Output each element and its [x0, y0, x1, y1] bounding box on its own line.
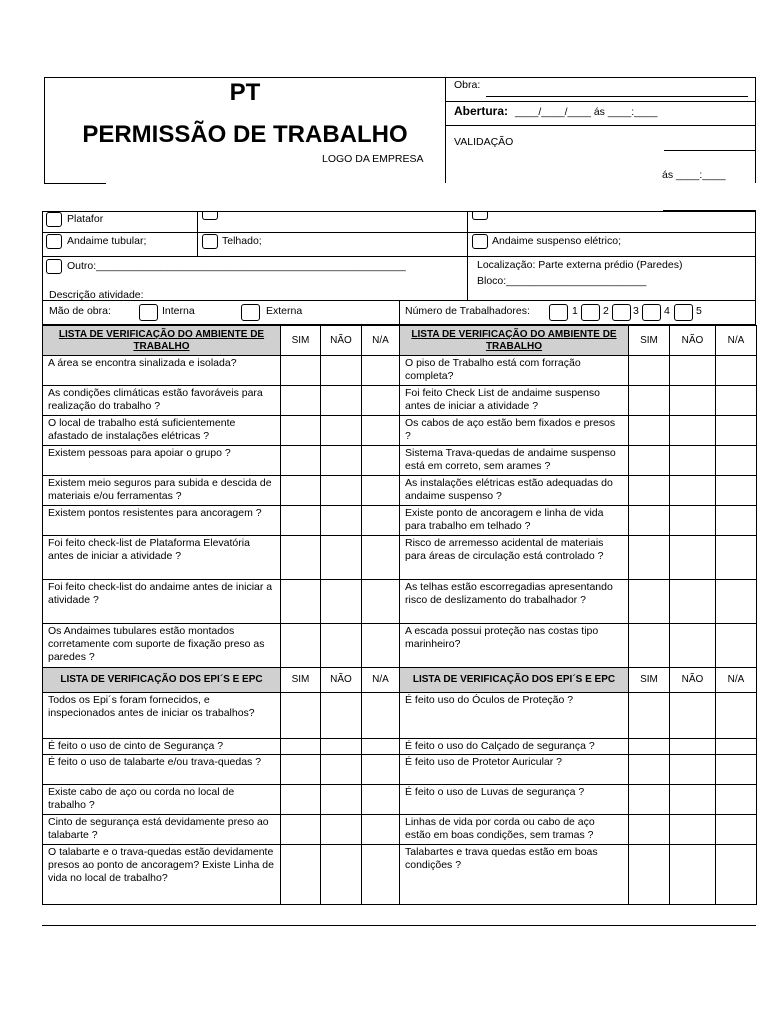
- abertura-label: Abertura:: [454, 104, 509, 118]
- work-row-line-1: [42, 232, 756, 233]
- andaime-tubular-checkbox[interactable]: [46, 234, 62, 249]
- answer-cell-sim[interactable]: [629, 624, 670, 668]
- page-title: PERMISSÃO DE TRABALHO: [82, 121, 408, 148]
- answer-cell-nao[interactable]: [670, 580, 716, 624]
- table-row: [43, 755, 757, 785]
- answer-cell-na[interactable]: [716, 845, 757, 905]
- answer-cell-sim[interactable]: [629, 755, 670, 785]
- checklist-question: A área se encontra sinalizada e isolada?: [43, 356, 281, 386]
- checklist-question: Linhas de vida por corda ou cabo de aço estão em boas condições, sem tramas ?: [400, 815, 629, 845]
- section2-col-header: NÃO: [670, 668, 716, 693]
- count-checkbox-3[interactable]: [612, 304, 631, 321]
- checklist-question: As condições climáticas estão favoráveis para realização do trabalho ?: [43, 386, 281, 416]
- checklist-question: O piso de Trabalho está com forração completa?: [400, 356, 629, 386]
- section2-col-header: NÃO: [321, 668, 362, 693]
- answer-cell-na[interactable]: [716, 815, 757, 845]
- obra-label: Obra:: [454, 79, 481, 91]
- answer-cell-sim[interactable]: [281, 580, 321, 624]
- section1-col-header: NÃO: [670, 326, 716, 356]
- section1-title-right: LISTA DE VERIFICAÇÃO DO AMBIENTE DE TRABALHO: [400, 326, 629, 356]
- checklist-question: É feito uso do Óculos de Proteção ?: [400, 693, 629, 739]
- bloco-field[interactable]: Bloco:________________________: [477, 275, 647, 287]
- validacao-date-field[interactable]: [664, 150, 756, 151]
- work-row-line-2: [42, 256, 756, 257]
- answer-cell-sim[interactable]: [629, 845, 670, 905]
- obra-divider: [446, 101, 756, 102]
- answer-cell-na[interactable]: [716, 356, 757, 386]
- answer-cell-sim[interactable]: [629, 739, 670, 755]
- answer-cell-sim[interactable]: [281, 446, 321, 476]
- answer-cell-sim[interactable]: [629, 386, 670, 416]
- checklist-question: É feito o uso de talabarte e/ou trava-quedas ?: [43, 755, 281, 785]
- table-row: [43, 693, 757, 739]
- outro-checkbox[interactable]: [46, 259, 62, 274]
- answer-cell-nao[interactable]: [670, 785, 716, 815]
- checklist-question: Existem pessoas para apoiar o grupo ?: [43, 446, 281, 476]
- answer-cell-nao[interactable]: [321, 506, 362, 536]
- table-row: [43, 416, 757, 446]
- answer-cell-na[interactable]: [716, 580, 757, 624]
- table-row: [43, 386, 757, 416]
- checklist-question: Existe ponto de ancoragem e linha de vida para trabalho em telhado ?: [400, 506, 629, 536]
- checklist-question: Existem pontos resistentes para ancoragem ?: [43, 506, 281, 536]
- answer-cell-nao[interactable]: [670, 693, 716, 739]
- answer-cell-na[interactable]: [716, 536, 757, 580]
- answer-cell-sim[interactable]: [281, 536, 321, 580]
- work-col-line-2: [467, 211, 468, 301]
- table-row: [43, 536, 757, 580]
- interna-label: Interna: [162, 305, 195, 317]
- answer-cell-sim[interactable]: [629, 446, 670, 476]
- answer-cell-nao[interactable]: [321, 624, 362, 668]
- answer-cell-sim[interactable]: [629, 536, 670, 580]
- count-checkbox-2[interactable]: [581, 304, 600, 321]
- checklist-question: É feito o uso de cinto de Segurança ?: [43, 739, 281, 755]
- work-col-line-1: [197, 211, 198, 256]
- answer-cell-sim[interactable]: [629, 580, 670, 624]
- answer-cell-na[interactable]: [362, 624, 400, 668]
- localizacao-label: Localização: Parte externa prédio (Paredes): [477, 259, 683, 271]
- checklist-question: Risco de arremesso acidental de materiais para áreas de circulação está controlado ?: [400, 536, 629, 580]
- count-checkbox-4[interactable]: [642, 304, 661, 321]
- answer-cell-nao[interactable]: [670, 755, 716, 785]
- section2-header-row: [43, 668, 757, 693]
- andaime-suspenso-label: Andaime suspenso elétrico;: [492, 235, 621, 247]
- checklist-question: Os Andaimes tubulares estão montados corretamente com suporte de fixação preso as paredes ?: [43, 624, 281, 668]
- abertura-divider: [446, 125, 756, 126]
- answer-cell-na[interactable]: [716, 416, 757, 446]
- validacao-time-field[interactable]: ás ____:____: [662, 169, 726, 181]
- answer-cell-sim[interactable]: [629, 416, 670, 446]
- section2-title-left: LISTA DE VERIFICAÇÃO DOS EPI´S E EPC: [43, 668, 281, 693]
- section1-title-left: LISTA DE VERIFICAÇÃO DO AMBIENTE DE TRABALHO: [43, 326, 281, 356]
- answer-cell-na[interactable]: [716, 476, 757, 506]
- count-checkbox-1[interactable]: [549, 304, 568, 321]
- answer-cell-nao[interactable]: [670, 446, 716, 476]
- answer-cell-sim[interactable]: [281, 815, 321, 845]
- telhado-checkbox[interactable]: [202, 234, 218, 249]
- answer-cell-na[interactable]: [362, 416, 400, 446]
- checklist-question: Foi feito Check List de andaime suspenso antes de iniciar a atividade ?: [400, 386, 629, 416]
- andaime-tubular-label: Andaime tubular;: [67, 235, 147, 247]
- answer-cell-nao[interactable]: [670, 624, 716, 668]
- abertura-field[interactable]: ____/____/____ ás ____:____: [515, 106, 658, 118]
- section1-col-header: NÃO: [321, 326, 362, 356]
- checklist-question: Todos os Epi´s foram fornecidos, e inspecionados antes de iniciar os trabalhos?: [43, 693, 281, 739]
- answer-cell-na[interactable]: [362, 476, 400, 506]
- checklist-question: É feito uso de Protetor Auricular ?: [400, 755, 629, 785]
- telhado-label: Telhado;: [222, 235, 262, 247]
- checklist-question: Existe cabo de aço ou corda no local de trabalho ?: [43, 785, 281, 815]
- numero-trabalhadores-label: Número de Trabalhadores:: [405, 305, 530, 317]
- table-row: [43, 446, 757, 476]
- footer-line: [42, 925, 756, 926]
- externa-label: Externa: [266, 305, 303, 317]
- answer-cell-na[interactable]: [362, 755, 400, 785]
- answer-cell-sim[interactable]: [281, 386, 321, 416]
- answer-cell-nao[interactable]: [670, 506, 716, 536]
- answer-cell-na[interactable]: [362, 785, 400, 815]
- answer-cell-nao[interactable]: [321, 755, 362, 785]
- validacao-label: VALIDAÇÃO: [454, 136, 514, 148]
- checklist-question: As telhas estão escorregadias apresentando risco de deslizamento do trabalhador ?: [400, 580, 629, 624]
- answer-cell-nao[interactable]: [321, 845, 362, 905]
- section2-col-header: SIM: [281, 668, 321, 693]
- section1-col-header: N/A: [716, 326, 757, 356]
- header-left-underline: [44, 183, 106, 184]
- answer-cell-nao[interactable]: [321, 536, 362, 580]
- table-row: [43, 476, 757, 506]
- answer-cell-na[interactable]: [716, 693, 757, 739]
- checklist-question: Sistema Trava-quedas de andaime suspenso está em correto, sem arames ?: [400, 446, 629, 476]
- answer-cell-nao[interactable]: [670, 416, 716, 446]
- andaime-suspenso-checkbox[interactable]: [472, 234, 488, 249]
- answer-cell-nao[interactable]: [321, 476, 362, 506]
- header-info-box: [446, 77, 756, 183]
- answer-cell-nao[interactable]: [321, 416, 362, 446]
- plataforma-label: Platafor: [67, 213, 104, 225]
- count-label-5: 5: [696, 305, 702, 317]
- descricao-label: Descrição atividade:: [49, 289, 144, 301]
- answer-cell-sim[interactable]: [629, 693, 670, 739]
- table-row: [43, 580, 757, 624]
- answer-cell-nao[interactable]: [321, 739, 362, 755]
- answer-cell-na[interactable]: [716, 624, 757, 668]
- answer-cell-sim[interactable]: [629, 476, 670, 506]
- count-label-2: 2: [603, 305, 609, 317]
- interna-checkbox[interactable]: [139, 304, 158, 321]
- answer-cell-na[interactable]: [362, 446, 400, 476]
- title-short: PT: [229, 79, 261, 106]
- table-row: [43, 356, 757, 386]
- answer-cell-na[interactable]: [362, 356, 400, 386]
- answer-cell-sim[interactable]: [281, 739, 321, 755]
- answer-cell-sim[interactable]: [281, 755, 321, 785]
- answer-cell-nao[interactable]: [670, 386, 716, 416]
- answer-cell-na[interactable]: [362, 580, 400, 624]
- table-row: [43, 506, 757, 536]
- answer-cell-na[interactable]: [362, 693, 400, 739]
- section1-header-row: [43, 326, 757, 356]
- checklist-question: Talabartes e trava quedas estão em boas condições ?: [400, 845, 629, 905]
- answer-cell-na[interactable]: [716, 446, 757, 476]
- table-row: [43, 624, 757, 668]
- section1-col-header: SIM: [629, 326, 670, 356]
- answer-cell-na[interactable]: [362, 536, 400, 580]
- plataforma-checkbox[interactable]: [46, 212, 62, 227]
- answer-cell-nao[interactable]: [670, 815, 716, 845]
- mao-obra-label: Mão de obra:: [49, 305, 111, 317]
- answer-cell-nao[interactable]: [321, 580, 362, 624]
- checklist-table: [42, 325, 757, 905]
- checklist-question: Foi feito check-list do andaime antes de iniciar a atividade ?: [43, 580, 281, 624]
- answer-cell-sim[interactable]: [281, 416, 321, 446]
- answer-cell-sim[interactable]: [281, 624, 321, 668]
- checklist-question: A escada possui proteção nas costas tipo marinheiro?: [400, 624, 629, 668]
- mao-obra-divider: [399, 301, 400, 325]
- answer-cell-sim[interactable]: [281, 845, 321, 905]
- answer-cell-na[interactable]: [362, 845, 400, 905]
- table-row: [43, 815, 757, 845]
- answer-cell-nao[interactable]: [670, 476, 716, 506]
- answer-cell-na[interactable]: [362, 739, 400, 755]
- answer-cell-nao[interactable]: [321, 446, 362, 476]
- answer-cell-sim[interactable]: [281, 785, 321, 815]
- answer-cell-nao[interactable]: [321, 386, 362, 416]
- answer-cell-sim[interactable]: [281, 506, 321, 536]
- answer-cell-na[interactable]: [362, 506, 400, 536]
- answer-cell-nao[interactable]: [670, 536, 716, 580]
- table-row: [43, 845, 757, 905]
- checklist-question: Existem meio seguros para subida e descida de materiais e/ou ferramentas ?: [43, 476, 281, 506]
- checklist-question: É feito o uso de Luvas de segurança ?: [400, 785, 629, 815]
- section2-col-header: N/A: [362, 668, 400, 693]
- externa-checkbox[interactable]: [241, 304, 260, 321]
- section1-col-header: SIM: [281, 326, 321, 356]
- obra-field[interactable]: [486, 96, 748, 97]
- table-row: [43, 739, 757, 755]
- answer-cell-na[interactable]: [716, 386, 757, 416]
- answer-cell-sim[interactable]: [629, 506, 670, 536]
- answer-cell-nao[interactable]: [670, 845, 716, 905]
- answer-cell-sim[interactable]: [629, 356, 670, 386]
- suspenso-top-checkbox[interactable]: [472, 212, 488, 220]
- logo-label: LOGO DA EMPRESA: [322, 153, 424, 165]
- answer-cell-sim[interactable]: [629, 785, 670, 815]
- checklist-question: As instalações elétricas estão adequadas do andaime suspenso ?: [400, 476, 629, 506]
- section2-title-right: LISTA DE VERIFICAÇÃO DOS EPI´S E EPC: [400, 668, 629, 693]
- checklist-question: O talabarte e o trava-quedas estão devidamente presos ao ponto de ancoragem? Existe Linha de vida no local de trabalho?: [43, 845, 281, 905]
- table-row: [43, 785, 757, 815]
- answer-cell-nao[interactable]: [321, 815, 362, 845]
- count-label-1: 1: [572, 305, 578, 317]
- answer-cell-nao[interactable]: [670, 739, 716, 755]
- answer-cell-sim[interactable]: [281, 693, 321, 739]
- count-label-4: 4: [664, 305, 670, 317]
- answer-cell-nao[interactable]: [670, 356, 716, 386]
- answer-cell-sim[interactable]: [281, 356, 321, 386]
- section1-col-header: N/A: [362, 326, 400, 356]
- outro-field[interactable]: Outro:_____________________________________________________: [67, 260, 406, 272]
- answer-cell-na[interactable]: [716, 506, 757, 536]
- answer-cell-nao[interactable]: [321, 356, 362, 386]
- answer-cell-nao[interactable]: [321, 693, 362, 739]
- answer-cell-nao[interactable]: [321, 785, 362, 815]
- answer-cell-na[interactable]: [362, 386, 400, 416]
- answer-cell-sim[interactable]: [629, 815, 670, 845]
- telhado-top-checkbox[interactable]: [202, 212, 218, 220]
- count-checkbox-5[interactable]: [674, 304, 693, 321]
- answer-cell-na[interactable]: [362, 815, 400, 845]
- checklist-question: Foi feito check-list de Plataforma Elevatória antes de iniciar a atividade ?: [43, 536, 281, 580]
- answer-cell-na[interactable]: [716, 785, 757, 815]
- checklist-question: Cinto de segurança está devidamente preso ao talabarte ?: [43, 815, 281, 845]
- checklist-question: Os cabos de aço estão bem fixados e presos ?: [400, 416, 629, 446]
- answer-cell-na[interactable]: [716, 755, 757, 785]
- checklist-question: É feito o uso do Calçado de segurança ?: [400, 739, 629, 755]
- count-label-3: 3: [633, 305, 639, 317]
- answer-cell-na[interactable]: [716, 739, 757, 755]
- checklist-question: O local de trabalho está suficientemente afastado de instalações elétricas ?: [43, 416, 281, 446]
- section2-col-header: N/A: [716, 668, 757, 693]
- section2-col-header: SIM: [629, 668, 670, 693]
- answer-cell-sim[interactable]: [281, 476, 321, 506]
